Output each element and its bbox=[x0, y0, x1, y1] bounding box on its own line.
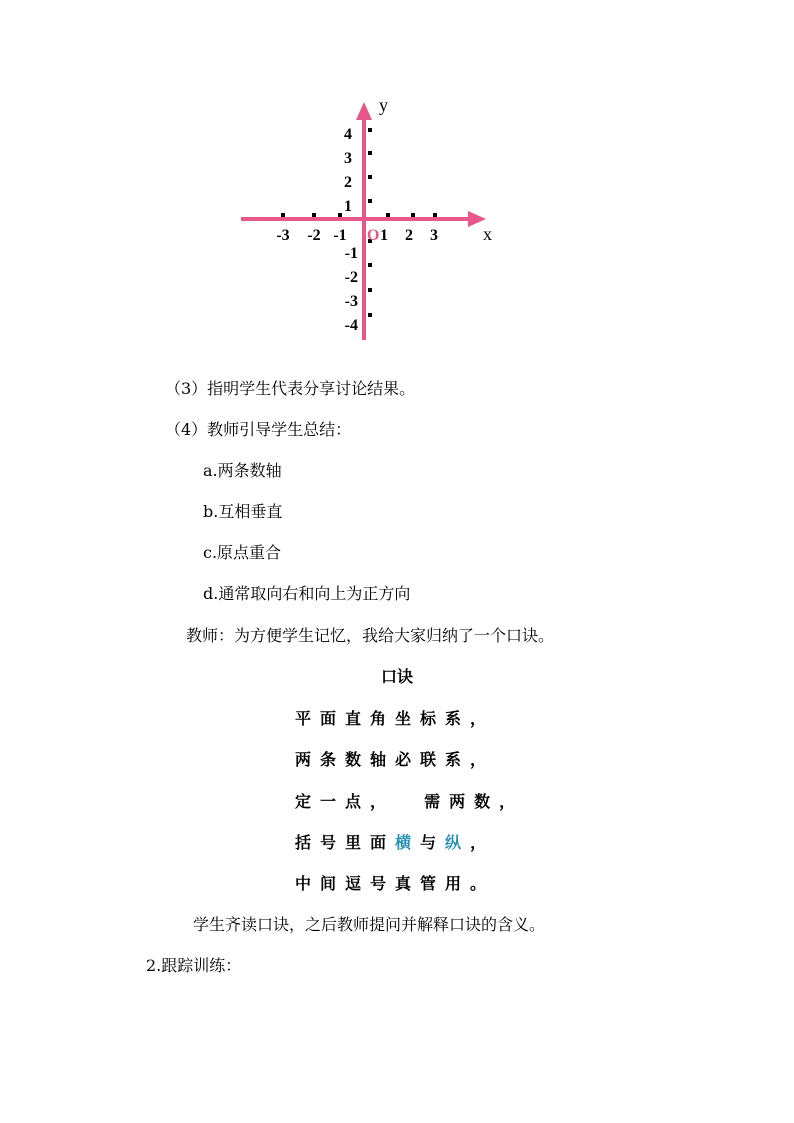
item-d: d.通常取向右和向上为正方向 bbox=[203, 584, 411, 603]
x-tick-labels bbox=[276, 227, 438, 244]
y-tick-label: -3 bbox=[344, 293, 358, 310]
axes bbox=[241, 102, 486, 340]
coordinate-system-figure bbox=[0, 0, 794, 360]
x-tick-label: 2 bbox=[405, 227, 413, 244]
x-tick-label: 1 bbox=[380, 227, 388, 244]
item-c: c.原点重合 bbox=[203, 543, 282, 562]
x-tick-mark bbox=[411, 213, 415, 217]
rhyme-line-4-end: ， bbox=[470, 833, 496, 852]
rhyme-line-3: 定一点， 需两数， bbox=[295, 792, 525, 811]
teacher-line: 教师：为方便学生记忆，我给大家归纳了一个口诀。 bbox=[186, 626, 555, 645]
rhyme-line-4 bbox=[295, 830, 495, 853]
rhyme-word-yu: 与 bbox=[420, 833, 446, 852]
y-tick-label: -1 bbox=[344, 245, 358, 262]
rhyme-line-5: 中间逗号真管用。 bbox=[295, 874, 496, 893]
y-axis-label: y bbox=[379, 95, 388, 115]
y-tick-mark bbox=[368, 313, 372, 317]
y-tick-mark bbox=[368, 263, 372, 267]
rhyme-line-2: 两条数轴必联系， bbox=[295, 750, 496, 769]
x-tick-label: -1 bbox=[333, 227, 347, 244]
step-4: （4）教师引导学生总结： bbox=[165, 420, 352, 439]
rhyme-word-heng: 横 bbox=[395, 833, 421, 852]
item-b: b.互相垂直 bbox=[203, 502, 283, 521]
section-2-heading: 2.跟踪训练： bbox=[146, 956, 242, 975]
y-tick-mark bbox=[368, 199, 372, 203]
x-tick-label: -3 bbox=[276, 227, 290, 244]
y-tick-label: 1 bbox=[344, 198, 352, 215]
y-tick-mark bbox=[368, 288, 372, 292]
x-tick-mark bbox=[386, 213, 390, 217]
tick-marks bbox=[281, 128, 437, 317]
x-tick-mark bbox=[338, 213, 342, 217]
closing-line: 学生齐读口诀，之后教师提问并解释口诀的含义。 bbox=[193, 915, 546, 934]
y-tick-mark bbox=[368, 175, 372, 179]
step-3: （3）指明学生代表分享讨论结果。 bbox=[165, 379, 416, 398]
rhyme-line-1: 平面直角坐标系， bbox=[295, 709, 496, 728]
rhyme-word-zong: 纵 bbox=[445, 833, 471, 852]
x-tick-mark bbox=[433, 213, 437, 217]
x-tick-mark bbox=[312, 213, 316, 217]
y-tick-label: 2 bbox=[344, 174, 352, 191]
y-tick-mark bbox=[368, 128, 372, 132]
y-axis-arrow bbox=[356, 102, 372, 120]
x-tick-mark bbox=[281, 213, 285, 217]
x-tick-label: -2 bbox=[307, 227, 321, 244]
y-tick-label: -2 bbox=[344, 269, 358, 286]
y-tick-label: 4 bbox=[344, 126, 352, 143]
rhyme-line-4-start: 括号里面 bbox=[295, 833, 396, 852]
x-tick-label: 3 bbox=[430, 227, 438, 244]
item-a: a.两条数轴 bbox=[203, 461, 282, 480]
y-tick-mark bbox=[368, 151, 372, 155]
y-tick-label: -4 bbox=[344, 317, 358, 334]
x-axis-label: x bbox=[483, 224, 492, 244]
rhyme-title: 口诀 bbox=[381, 667, 414, 686]
origin-label: O bbox=[367, 227, 380, 244]
y-tick-label: 3 bbox=[344, 150, 352, 167]
